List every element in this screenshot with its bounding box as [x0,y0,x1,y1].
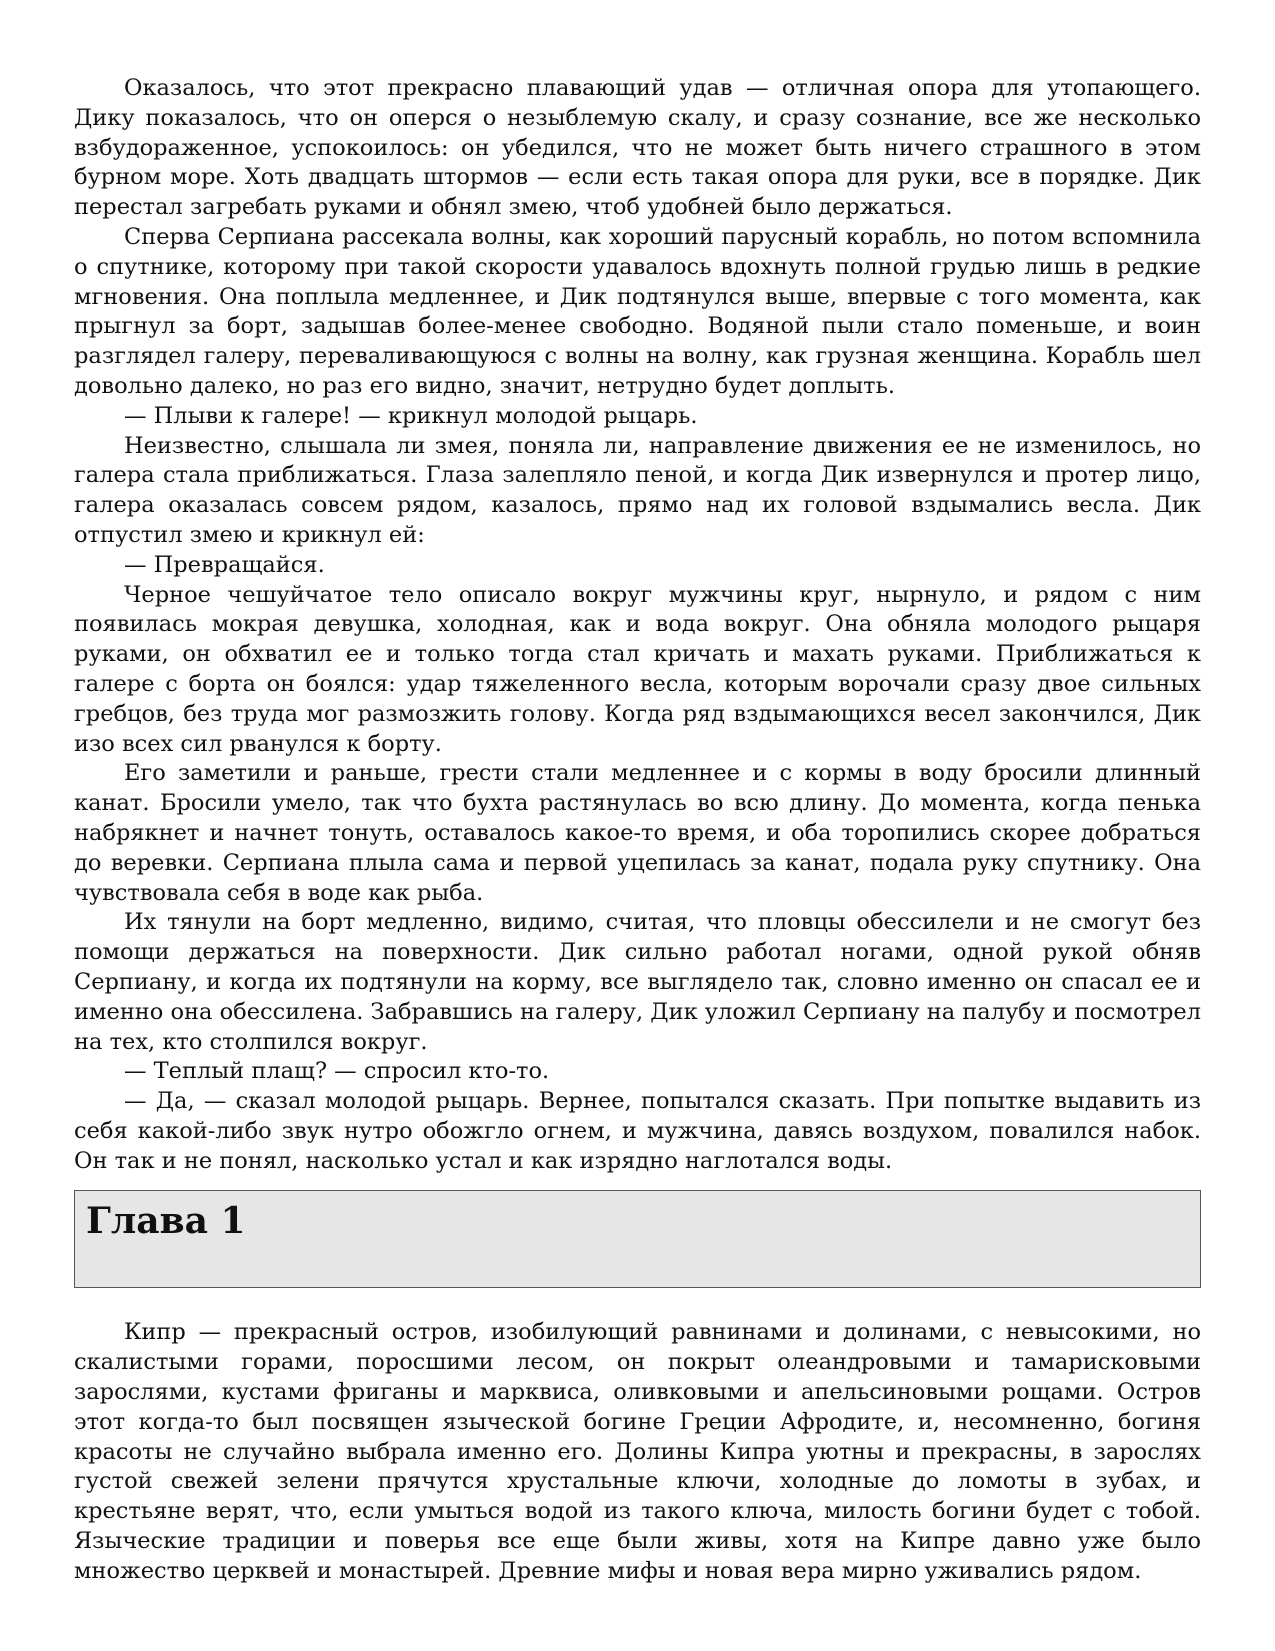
dialogue-line: — Да, — сказал молодой рыцарь. Вернее, попытался сказать. При попытке выдавить из себя какой-либо звук нутро обожгло огнем, и мужчина, давясь воздухом, повалился набок. Он так и не понял, насколько устал и как изрядно наглотался воды. [74,1088,1201,1174]
paragraph: Черное чешуйчатое тело описало вокруг мужчины круг, нырнуло, и рядом с ним появилась мокрая девушка, холодная, как и вода вокруг. Она обняла молодого рыцаря руками, он обхватил ее и только тогда стал кричать и махать руками. Приближаться к галере с борта он боялся: удар тяжеленного весла, которым ворочали сразу двое сильных гребцов, без труда мог размозжить голову. Когда ряд вздымающихся весел закончился, Дик изо всех сил рванулся к борту. [74,581,1201,757]
paragraph: Кипр — прекрасный остров, изобилующий равнинами и долинами, с невысокими, но скалистыми горами, поросшими лесом, он покрыт олеандровыми и тамарисковыми зарослями, кустами фриганы и марквиса, оливковыми и апельсиновыми рощами. Остров этот когда-то был посвящен языческой богине Греции Афродите, и, несомненно, богиня красоты не случайно выбрала именно его. Долины Кипра уютны и прекрасны, в зарослях густой свежей зелени прячутся хрустальные ключи, холодные до ломоты в зубах, и крестьяне верят, что, если умыться водой из такого ключа, милость богини будет с тобой. Языческие традиции и поверья все еще были живы, хотя на Кипре давно уже было множество церквей и монастырей. Древние мифы и новая вера мирно уживались рядом. [74,1319,1201,1584]
dialogue-line: — Превращайся. [124,551,325,578]
dialogue-line: — Плыви к галере! — крикнул молодой рыцарь. [124,402,698,429]
paragraph: Неизвестно, слышала ли змея, поняла ли, направление движения ее не изменилось, но галера стала приближаться. Глаза залепляло пеной, и когда Дик извернулся и протер лицо, галера оказалась совсем рядом, казалось, прямо над их головой вздымались весла. Дик отпустил змею и крикнул ей: [74,432,1201,548]
paragraph: Оказалось, что этот прекрасно плавающий удав — отличная опора для утопающего. Дику показалось, что он оперся о незыблемую скалу, и сразу сознание, все же несколько взбудораженное, успокоилось: он убедился, что не может быть ничего страшного в этом бурном море. Хоть двадцать штормов — если есть такая опора для руки, все в порядке. Дик перестал загребать руками и обнял змею, чтоб удобней было держаться. [74,75,1201,221]
section-before-chapter [74,74,1201,1176]
chapter-title: Глава 1 [86,1200,246,1243]
dialogue-line: — Теплый плащ? — спросил кто-то. [124,1058,550,1085]
section-after-chapter [74,1318,1201,1586]
paragraph: Его заметили и раньше, грести стали медленнее и с кормы в воду бросили длинный канат. Бросили умело, так что бухта растянулась во всю длину. До момента, когда пенька набрякнет и начнет тонуть, оставалось какое-то время, и оба торопились скорее добраться до веревки. Серпиана плыла сама и первой уцепилась за канат, подала руку спутнику. Она чувствовала себя в воде как рыба. [74,760,1201,906]
paragraph: Их тянули на борт медленно, видимо, считая, что пловцы обессилели и не смогут без помощи держаться на поверхности. Дик сильно работал ногами, одной рукой обняв Серпиану, и когда их подтянули на корму, все выглядело так, словно именно он спасал ее и именно она обессилена. Забравшись на галеру, Дик уложил Серпиану на палубу и посмотрел на тех, кто столпился вокруг. [74,909,1201,1055]
document-page [74,74,1201,1587]
paragraph: Сперва Серпиана рассекала волны, как хороший парусный корабль, но потом вспомнила о спутнике, которому при такой скорости удавалось вдохнуть полной грудью лишь в редкие мгновения. Она поплыла медленнее, и Дик подтянулся выше, впервые с того момента, как прыгнул за борт, задышав более-менее свободно. Водяной пыли стало поменьше, и воин разглядел галеру, переваливающуюся с волны на волну, как грузная женщина. Корабль шел довольно далеко, но раз его видно, значит, нетрудно будет доплыть. [74,223,1201,399]
chapter-heading-box [74,1190,1201,1288]
